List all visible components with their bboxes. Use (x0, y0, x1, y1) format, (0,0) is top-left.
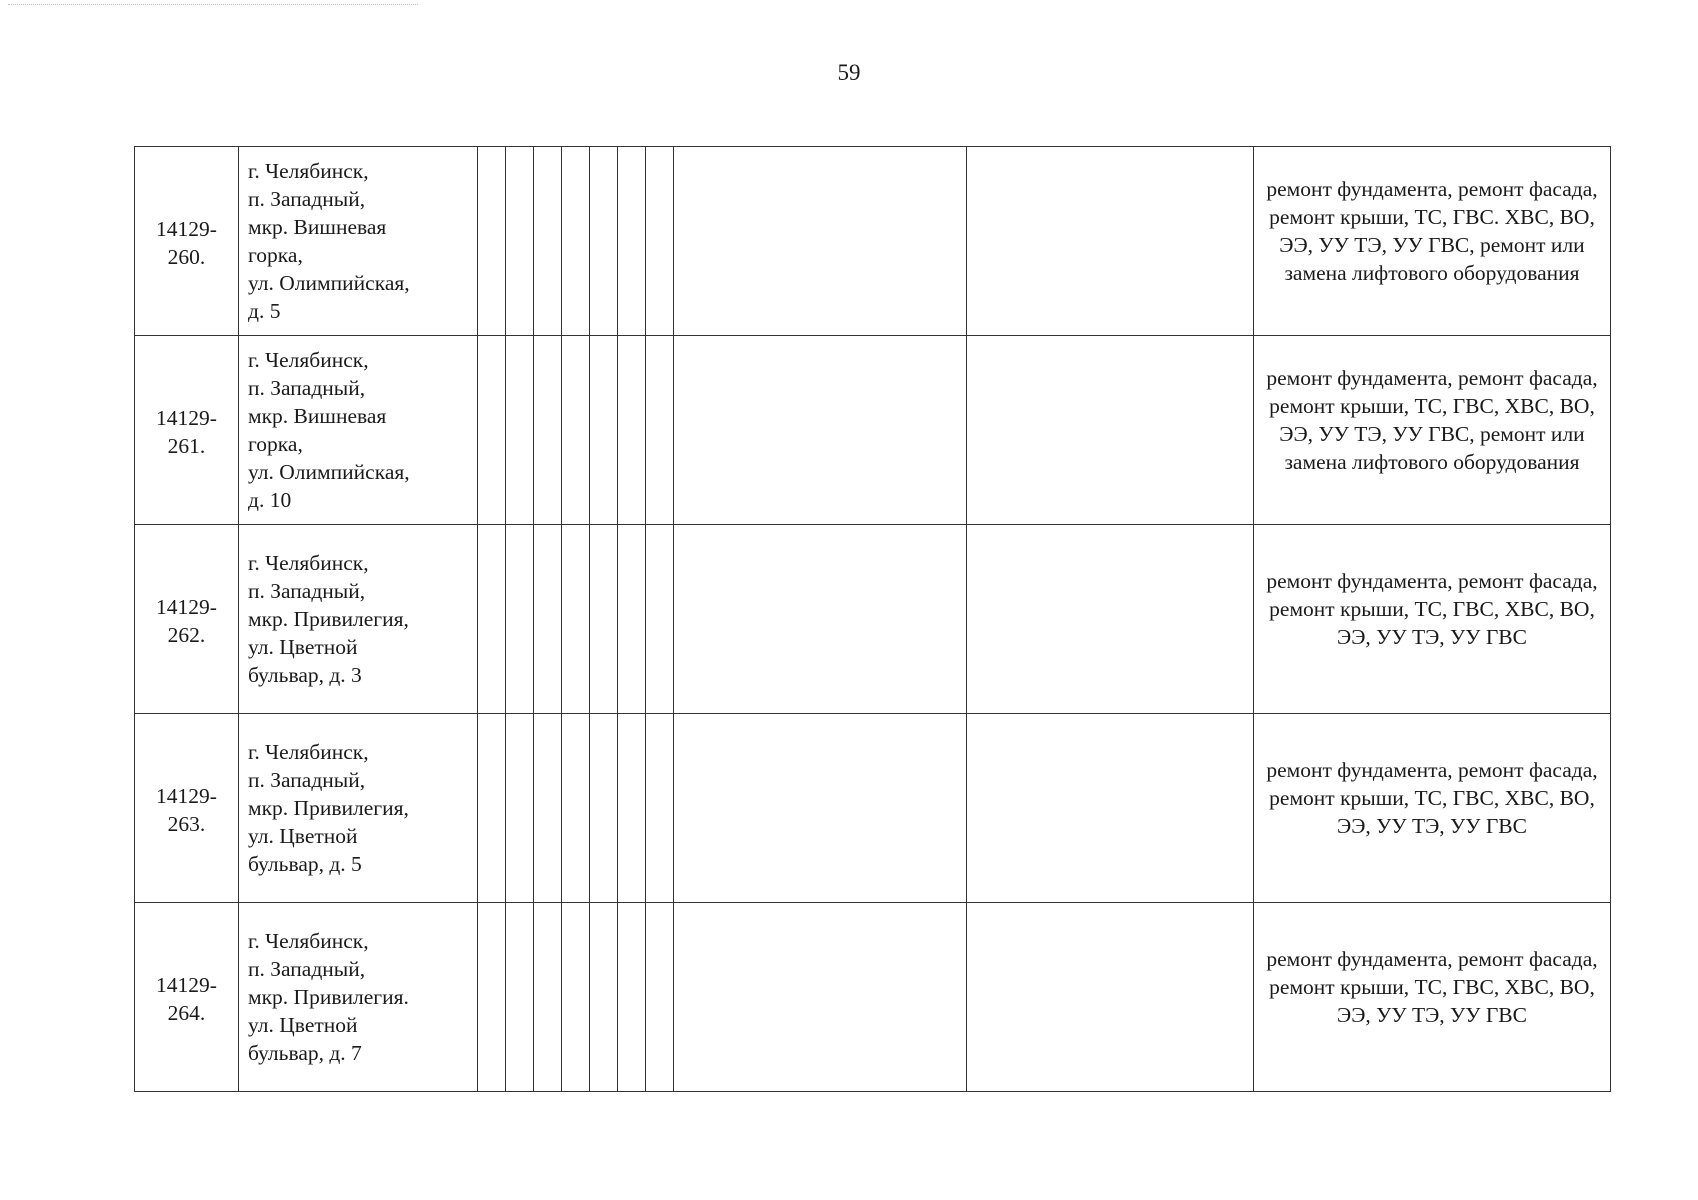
empty-wide-cell (674, 147, 967, 336)
row-number-cell (135, 336, 239, 525)
empty-narrow-cell (590, 525, 618, 714)
address-line: ул. Цветной (248, 824, 358, 848)
empty-wide-cell (967, 714, 1254, 903)
works-cell (1254, 525, 1611, 714)
empty-narrow-cell (478, 147, 506, 336)
empty-wide-cell (674, 903, 967, 1092)
empty-narrow-cell (618, 903, 646, 1092)
empty-narrow-cell (618, 336, 646, 525)
address-line: бульвар, д. 7 (248, 1041, 362, 1065)
address-line: ул. Олимпийская, (248, 460, 410, 484)
empty-narrow-cell (506, 903, 534, 1092)
empty-narrow-cell (590, 714, 618, 903)
empty-narrow-cell (590, 903, 618, 1092)
address-line: п. Западный, (248, 376, 366, 400)
empty-narrow-cell (478, 714, 506, 903)
page-number: 59 (837, 60, 861, 85)
empty-narrow-cell (646, 903, 674, 1092)
works-text: ремонт фундамента, ремонт фасада, ремонт крыши, ТС, ГВС. ХВС, ВО, ЭЭ, УУ ТЭ, УУ ГВС, ремонт или замена лифтового оборудования (1266, 177, 1598, 285)
table-row (135, 336, 1611, 525)
address-line: мкр. Вишневая (248, 215, 387, 239)
empty-narrow-cell (646, 525, 674, 714)
row-number-cell (135, 147, 239, 336)
empty-wide-cell (967, 903, 1254, 1092)
empty-narrow-cell (618, 525, 646, 714)
empty-narrow-cell (478, 903, 506, 1092)
address-cell (239, 336, 478, 525)
empty-narrow-cell (590, 336, 618, 525)
address-line: г. Челябинск, (248, 929, 369, 953)
table-row (135, 147, 1611, 336)
works-text: ремонт фундамента, ремонт фасада, ремонт крыши, ТС, ГВС, ХВС, ВО, ЭЭ, УУ ТЭ, УУ ГВС, ремонт или замена лифтового оборудования (1266, 366, 1598, 474)
address-line: п. Западный, (248, 187, 366, 211)
table-row (135, 903, 1611, 1092)
row-number-cell (135, 903, 239, 1092)
empty-narrow-cell (562, 336, 590, 525)
empty-narrow-cell (562, 147, 590, 336)
works-cell (1254, 147, 1611, 336)
table-row (135, 714, 1611, 903)
program-table (134, 146, 1611, 1092)
empty-narrow-cell (478, 525, 506, 714)
empty-wide-cell (674, 336, 967, 525)
address-line: ул. Цветной (248, 1013, 358, 1037)
empty-narrow-cell (534, 336, 562, 525)
empty-wide-cell (967, 336, 1254, 525)
empty-narrow-cell (646, 147, 674, 336)
row-number-cell (135, 714, 239, 903)
empty-narrow-cell (534, 714, 562, 903)
empty-narrow-cell (590, 147, 618, 336)
works-text: ремонт фундамента, ремонт фасада, ремонт крыши, ТС, ГВС, ХВС, ВО, ЭЭ, УУ ТЭ, УУ ГВС (1266, 758, 1598, 838)
works-cell (1254, 714, 1611, 903)
address-line: мкр. Вишневая (248, 404, 387, 428)
empty-narrow-cell (534, 147, 562, 336)
address-line: п. Западный, (248, 768, 366, 792)
address-line: мкр. Привилегия. (248, 985, 409, 1009)
row-number: 14129- 263. (156, 784, 217, 836)
empty-narrow-cell (562, 903, 590, 1092)
address-cell (239, 525, 478, 714)
table-body (135, 147, 1611, 1092)
address-cell (239, 903, 478, 1092)
row-number: 14129- 261. (156, 406, 217, 458)
works-cell (1254, 336, 1611, 525)
address-line: мкр. Привилегия, (248, 607, 409, 631)
address-line: г. Челябинск, (248, 740, 369, 764)
empty-narrow-cell (562, 714, 590, 903)
empty-narrow-cell (534, 903, 562, 1092)
empty-narrow-cell (506, 714, 534, 903)
address-line: д. 10 (248, 488, 292, 512)
row-number: 14129- 264. (156, 973, 217, 1025)
empty-narrow-cell (506, 336, 534, 525)
works-cell (1254, 903, 1611, 1092)
address-line: ул. Олимпийская, (248, 271, 410, 295)
works-text: ремонт фундамента, ремонт фасада, ремонт крыши, ТС, ГВС, ХВС, ВО, ЭЭ, УУ ТЭ, УУ ГВС (1266, 569, 1598, 649)
row-number: 14129- 262. (156, 595, 217, 647)
empty-narrow-cell (534, 525, 562, 714)
empty-narrow-cell (478, 336, 506, 525)
address-line: бульвар, д. 3 (248, 663, 362, 687)
empty-narrow-cell (506, 525, 534, 714)
row-number-cell (135, 525, 239, 714)
empty-wide-cell (674, 525, 967, 714)
address-cell (239, 714, 478, 903)
address-line: г. Челябинск, (248, 551, 369, 575)
empty-narrow-cell (646, 714, 674, 903)
empty-wide-cell (967, 525, 1254, 714)
address-line: г. Челябинск, (248, 348, 369, 372)
row-number: 14129- 260. (156, 217, 217, 269)
address-line: горка, (248, 432, 303, 456)
empty-narrow-cell (618, 714, 646, 903)
empty-narrow-cell (618, 147, 646, 336)
empty-narrow-cell (562, 525, 590, 714)
scan-artifact (8, 4, 418, 9)
address-line: п. Западный, (248, 579, 366, 603)
address-line: мкр. Привилегия, (248, 796, 409, 820)
address-line: ул. Цветной (248, 635, 358, 659)
table-row (135, 525, 1611, 714)
empty-wide-cell (674, 714, 967, 903)
empty-narrow-cell (646, 336, 674, 525)
address-line: горка, (248, 243, 303, 267)
address-cell (239, 147, 478, 336)
empty-narrow-cell (506, 147, 534, 336)
empty-wide-cell (967, 147, 1254, 336)
address-line: бульвар, д. 5 (248, 852, 362, 876)
address-line: д. 5 (248, 299, 281, 323)
address-line: п. Западный, (248, 957, 366, 981)
address-line: г. Челябинск, (248, 159, 369, 183)
works-text: ремонт фундамента, ремонт фасада, ремонт крыши, ТС, ГВС, ХВС, ВО, ЭЭ, УУ ТЭ, УУ ГВС (1266, 947, 1598, 1027)
